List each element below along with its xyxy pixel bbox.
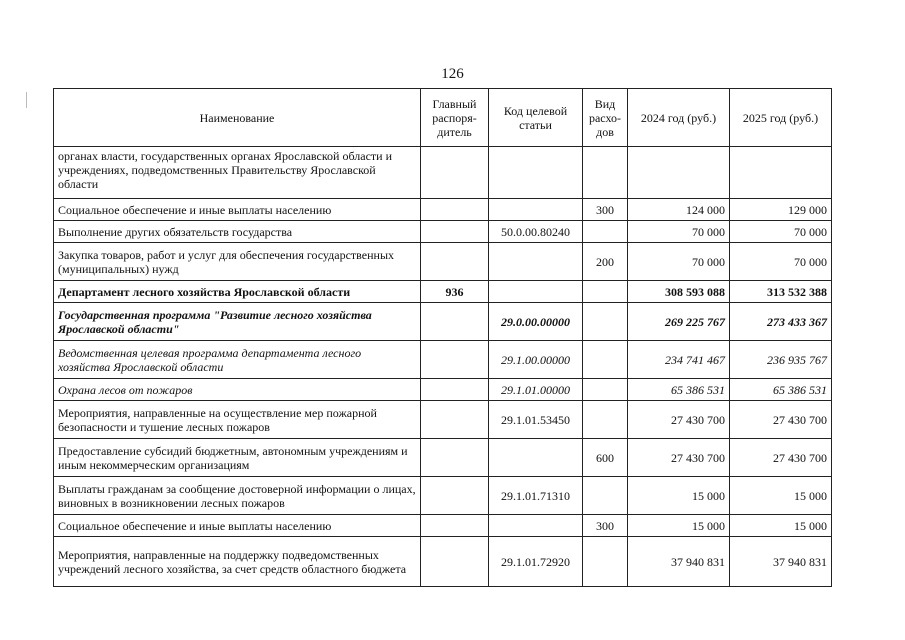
table-row (54, 243, 832, 281)
row-2024: 70 000 (628, 243, 730, 281)
table-row (54, 537, 832, 587)
row-chief (421, 477, 489, 515)
row-name: Закупка товаров, работ и услуг для обеспечения государственных (муниципальных) нужд (54, 243, 421, 281)
row-code: 29.1.00.00000 (489, 341, 583, 379)
row-2025: 273 433 367 (730, 303, 832, 341)
row-2025: 27 430 700 (730, 439, 832, 477)
row-code (489, 439, 583, 477)
table-row (54, 341, 832, 379)
row-chief (421, 221, 489, 243)
row-2025: 15 000 (730, 477, 832, 515)
row-name: Выполнение других обязательств государства (54, 221, 421, 243)
row-2024: 27 430 700 (628, 401, 730, 439)
table-row (54, 439, 832, 477)
row-type (583, 379, 628, 401)
row-2024: 70 000 (628, 221, 730, 243)
row-code (489, 281, 583, 303)
row-name: Государственная программа "Развитие лесного хозяйства Ярославской области" (54, 303, 421, 341)
row-name: органах власти, государственных органах Ярославской области и учреждениях, подведомственных Правительству Ярославской области (54, 147, 421, 199)
header-chief: Главный распоря-дитель (421, 89, 489, 147)
table-row (54, 147, 832, 199)
row-type (583, 281, 628, 303)
header-2025: 2025 год (руб.) (730, 89, 832, 147)
row-type (583, 341, 628, 379)
row-2025: 129 000 (730, 199, 832, 221)
row-code (489, 147, 583, 199)
row-2025: 236 935 767 (730, 341, 832, 379)
row-2025 (730, 147, 832, 199)
row-2025: 15 000 (730, 515, 832, 537)
row-2024: 269 225 767 (628, 303, 730, 341)
row-code (489, 199, 583, 221)
row-name: Охрана лесов от пожаров (54, 379, 421, 401)
header-name: Наименование (54, 89, 421, 147)
row-chief (421, 243, 489, 281)
row-type: 200 (583, 243, 628, 281)
table-row (54, 379, 832, 401)
row-type: 300 (583, 199, 628, 221)
row-name: Предоставление субсидий бюджетным, автономным учреждениям и иным некоммерческим организациям (54, 439, 421, 477)
page-number: 126 (441, 66, 464, 82)
header-2024: 2024 год (руб.) (628, 89, 730, 147)
header-type: Вид расхо-дов (583, 89, 628, 147)
row-name: Социальное обеспечение и иные выплаты населению (54, 199, 421, 221)
row-type (583, 537, 628, 587)
row-chief (421, 401, 489, 439)
scan-mark (26, 92, 27, 108)
row-code (489, 515, 583, 537)
row-2025: 65 386 531 (730, 379, 832, 401)
row-2024: 124 000 (628, 199, 730, 221)
row-chief (421, 515, 489, 537)
row-code: 29.1.01.53450 (489, 401, 583, 439)
budget-table (53, 88, 832, 587)
table-row (54, 221, 832, 243)
row-chief (421, 199, 489, 221)
row-2024: 234 741 467 (628, 341, 730, 379)
row-type: 600 (583, 439, 628, 477)
row-2025: 37 940 831 (730, 537, 832, 587)
row-chief (421, 379, 489, 401)
row-type (583, 303, 628, 341)
row-code: 50.0.00.80240 (489, 221, 583, 243)
table-row (54, 303, 832, 341)
table-row (54, 477, 832, 515)
row-chief (421, 303, 489, 341)
row-2025: 70 000 (730, 243, 832, 281)
row-2024: 65 386 531 (628, 379, 730, 401)
table-row (54, 281, 832, 303)
table-header-row (54, 89, 832, 147)
row-2024: 308 593 088 (628, 281, 730, 303)
row-2024: 27 430 700 (628, 439, 730, 477)
row-name: Департамент лесного хозяйства Ярославской области (54, 281, 421, 303)
row-chief (421, 537, 489, 587)
row-2024: 15 000 (628, 477, 730, 515)
row-name: Мероприятия, направленные на поддержку подведомственных учреждений лесного хозяйства, за счет средств областного бюджета (54, 537, 421, 587)
row-code: 29.0.00.00000 (489, 303, 583, 341)
table-row (54, 515, 832, 537)
row-code: 29.1.01.00000 (489, 379, 583, 401)
row-name: Мероприятия, направленные на осуществление мер пожарной безопасности и тушение лесных пожаров (54, 401, 421, 439)
row-2025: 313 532 388 (730, 281, 832, 303)
row-chief: 936 (421, 281, 489, 303)
row-type (583, 147, 628, 199)
row-type (583, 401, 628, 439)
row-code (489, 243, 583, 281)
row-2024: 37 940 831 (628, 537, 730, 587)
row-type (583, 477, 628, 515)
row-2025: 70 000 (730, 221, 832, 243)
row-2025: 27 430 700 (730, 401, 832, 439)
row-type: 300 (583, 515, 628, 537)
row-chief (421, 341, 489, 379)
row-name: Выплаты гражданам за сообщение достоверной информации о лицах, виновных в возникновении лесных пожаров (54, 477, 421, 515)
row-name: Ведомственная целевая программа департамента лесного хозяйства Ярославской области (54, 341, 421, 379)
row-2024 (628, 147, 730, 199)
table-row (54, 199, 832, 221)
row-code: 29.1.01.72920 (489, 537, 583, 587)
header-code: Код целевой статьи (489, 89, 583, 147)
row-2024: 15 000 (628, 515, 730, 537)
row-chief (421, 147, 489, 199)
row-chief (421, 439, 489, 477)
row-name: Социальное обеспечение и иные выплаты населению (54, 515, 421, 537)
row-code: 29.1.01.71310 (489, 477, 583, 515)
row-type (583, 221, 628, 243)
table-row (54, 401, 832, 439)
